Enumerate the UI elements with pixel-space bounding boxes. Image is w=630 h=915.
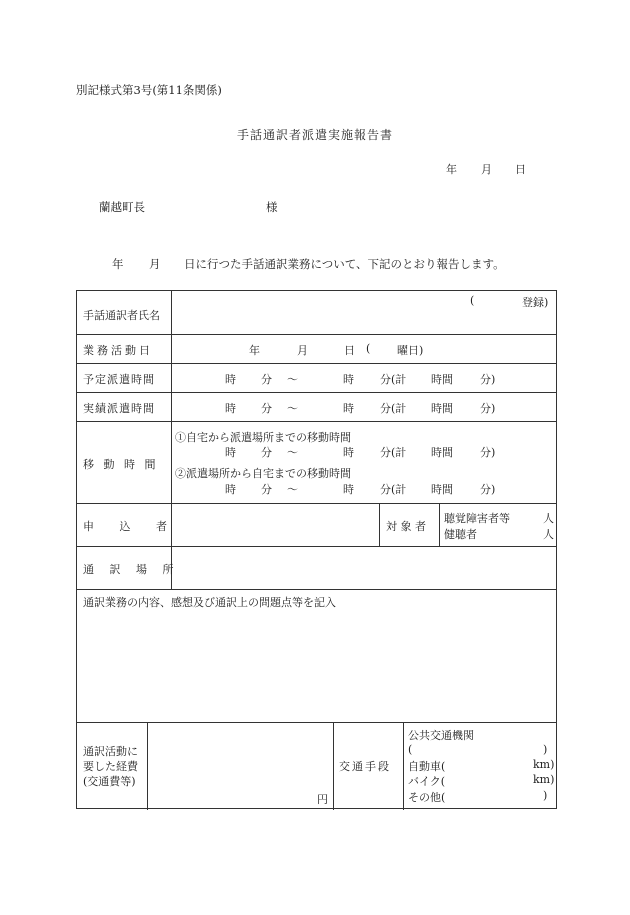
end-hour: 時 — [343, 446, 354, 459]
car-label: 自動車( — [408, 760, 446, 773]
other-close-paren: ) — [543, 789, 548, 802]
start-minute: 分 — [261, 483, 272, 496]
expenses-label-line3: (交通費等) — [83, 775, 136, 788]
total-hours: 時間 — [431, 483, 453, 496]
date-month-label: 月 — [481, 163, 492, 176]
start-minute: 分 — [261, 446, 272, 459]
hearing-label: 健聴者 — [444, 528, 477, 541]
intro-text: 日に行つた手話通訳業務について、下記のとおり報告します。 — [184, 257, 505, 271]
expenses-label-line1: 通訳活動に — [83, 745, 138, 758]
notes-field[interactable] — [83, 611, 553, 717]
other-label: その他( — [408, 791, 446, 804]
start-minute: 分 — [261, 373, 272, 386]
tilde: 〜 — [287, 483, 298, 496]
column-divider — [439, 503, 440, 546]
expenses-label-line2: 要した経費 — [83, 760, 138, 773]
public-close-paren: ) — [543, 743, 548, 756]
row-divider — [77, 363, 556, 364]
end-hour: 時 — [343, 373, 354, 386]
public-transport-label: 公共交通機関 — [408, 729, 474, 742]
total-minutes: 分) — [480, 483, 496, 496]
report-form — [76, 290, 557, 809]
column-divider — [403, 722, 404, 810]
bike-label: バイク( — [408, 775, 446, 788]
total-minutes: 分) — [480, 402, 496, 415]
applicant-label: 申 込 者 — [83, 520, 178, 533]
row-divider — [77, 421, 556, 422]
tilde: 〜 — [287, 446, 298, 459]
interpreter-name-field[interactable] — [173, 307, 553, 327]
place-field[interactable] — [174, 549, 554, 586]
column-divider — [379, 503, 380, 546]
total-hours: 時間 — [431, 446, 453, 459]
total-hours: 時間 — [431, 402, 453, 415]
document-title: 手話通訳者派遣実施報告書 — [236, 128, 393, 142]
scheduled-time-label: 予定派遣時間 — [83, 373, 155, 386]
registration-open: ( — [470, 294, 475, 307]
tilde: 〜 — [287, 373, 298, 386]
addressee: 蘭越町長 — [99, 200, 145, 214]
notes-label: 通訳業務の内容、感想及び通訳上の問題点等を記入 — [83, 596, 336, 609]
start-hour: 時 — [225, 483, 236, 496]
label-column-divider — [171, 291, 172, 589]
row-divider — [77, 392, 556, 393]
bike-km: km) — [533, 773, 555, 786]
start-hour: 時 — [225, 446, 236, 459]
row-divider — [77, 722, 556, 723]
intro-year: 年 — [112, 257, 124, 271]
intro-month: 月 — [149, 257, 161, 271]
form-reference: 別記様式第3号(第11条関係) — [76, 83, 222, 97]
public-open-paren: ( — [408, 743, 413, 756]
column-divider — [147, 722, 148, 810]
activity-day: 日 — [344, 344, 355, 357]
column-divider — [333, 722, 334, 810]
row-divider — [77, 334, 556, 335]
target-label: 対 象 者 — [386, 520, 426, 533]
actual-time-label: 実績派遣時間 — [83, 402, 155, 415]
activity-year: 年 — [249, 344, 260, 357]
travel-return-label: ②派遣場所から自宅までの移動時間 — [175, 467, 351, 480]
end-hour: 時 — [343, 402, 354, 415]
row-divider — [77, 546, 556, 547]
weekday-label: 曜日) — [397, 344, 424, 357]
expenses-field[interactable] — [150, 725, 330, 785]
travel-time-label: 移 動 時 間 — [83, 458, 159, 471]
activity-month: 月 — [297, 344, 308, 357]
tilde: 〜 — [287, 402, 298, 415]
start-hour: 時 — [225, 373, 236, 386]
place-label: 通 訳 場 所 — [83, 563, 180, 576]
end-minute-total: 分(計 — [380, 402, 407, 415]
registration-label: 登録) — [522, 296, 549, 309]
row-divider — [77, 589, 556, 590]
start-hour: 時 — [225, 402, 236, 415]
activity-date-label: 業務活動日 — [83, 344, 153, 357]
total-hours: 時間 — [431, 373, 453, 386]
car-km: km) — [533, 758, 555, 771]
end-minute-total: 分(計 — [380, 483, 407, 496]
end-minute-total: 分(計 — [380, 446, 407, 459]
end-minute-total: 分(計 — [380, 373, 407, 386]
yen-label: 円 — [317, 793, 328, 806]
total-minutes: 分) — [480, 373, 496, 386]
total-minutes: 分) — [480, 446, 496, 459]
applicant-field[interactable] — [174, 506, 376, 543]
transport-label: 交通手段 — [339, 760, 391, 773]
deaf-unit: 人 — [543, 512, 554, 525]
end-hour: 時 — [343, 483, 354, 496]
interpreter-name-label: 手話通訳者氏名 — [83, 309, 160, 322]
date-day-label: 日 — [515, 163, 526, 176]
weekday-open: ( — [366, 342, 371, 355]
travel-outbound-label: ①自宅から派遣場所までの移動時間 — [175, 431, 351, 444]
hearing-unit: 人 — [543, 528, 554, 541]
date-year-label: 年 — [446, 163, 457, 176]
honorific: 様 — [266, 200, 278, 214]
start-minute: 分 — [261, 402, 272, 415]
row-divider — [77, 503, 556, 504]
deaf-label: 聴覚障害者等 — [444, 512, 510, 525]
